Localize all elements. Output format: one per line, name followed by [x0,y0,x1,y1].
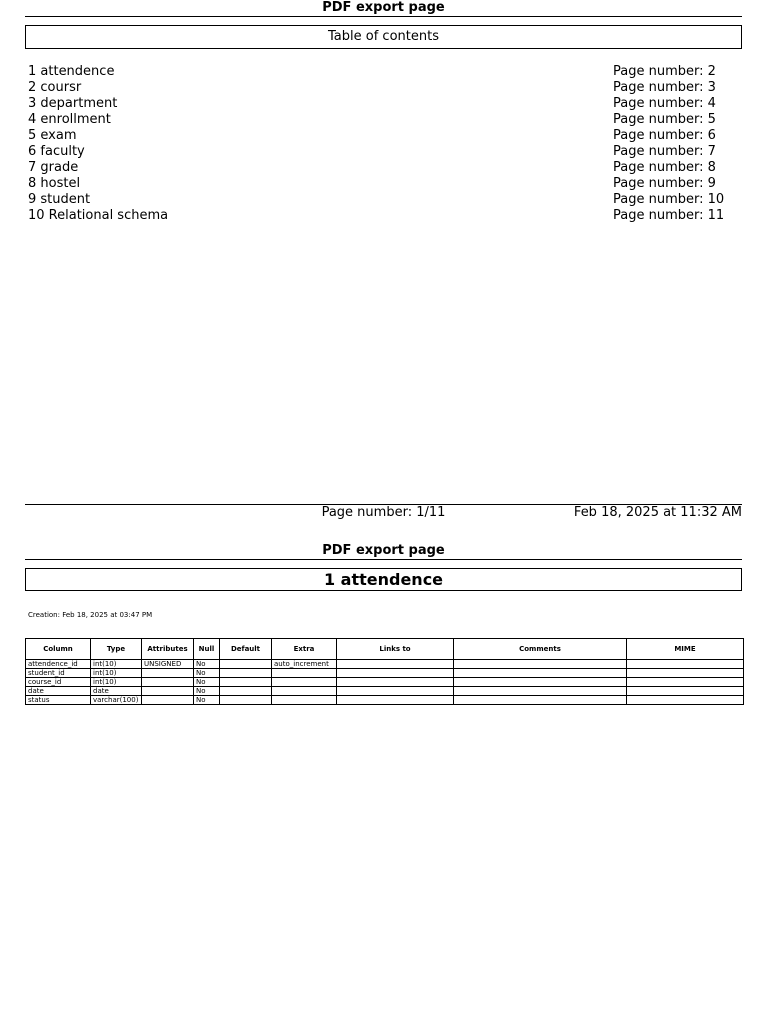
table-cell [272,696,337,705]
table-cell [627,687,744,696]
table-cell [337,696,454,705]
column-header: Extra [272,639,337,660]
toc-entry[interactable] [28,208,742,224]
toc-entry-label: 8 hostel [28,176,81,191]
table-cell [220,696,272,705]
table-cell [627,696,744,705]
toc-entry-label: 4 enrollment [28,112,111,127]
table-cell: course_id [26,678,91,687]
section-title: 1 attendence [25,568,742,591]
table-cell: UNSIGNED [142,660,194,669]
table-cell [272,669,337,678]
table-cell: auto_increment [272,660,337,669]
toc-entry-page: Page number: 8 [613,160,716,175]
table-cell: int(10) [91,678,142,687]
table-cell [142,669,194,678]
toc-entry-page: Page number: 6 [613,128,716,143]
table-cell [272,687,337,696]
toc-entry[interactable] [28,144,742,160]
table-cell [627,678,744,687]
page2-header: PDF export page [322,543,445,558]
column-header: Type [91,639,142,660]
toc-entry-label: 7 grade [28,160,79,175]
table-cell [337,687,454,696]
toc-entry-page: Page number: 11 [613,208,725,223]
table-cell [337,660,454,669]
table-cell [627,669,744,678]
table-cell: No [194,660,220,669]
footer-date: Feb 18, 2025 at 11:32 AM [573,505,742,520]
toc-entry[interactable] [28,112,742,128]
toc-entry-page: Page number: 5 [613,112,716,127]
toc-entry-label: 10 Relational schema [28,208,169,223]
toc-entry-label: 9 student [28,192,91,207]
table-row [26,678,744,687]
table-cell: date [26,687,91,696]
table-row [26,687,744,696]
toc-entry[interactable] [28,192,742,208]
table-cell [220,687,272,696]
toc-entry-page: Page number: 2 [613,64,716,79]
table-cell: int(10) [91,669,142,678]
column-header: Links to [337,639,454,660]
column-header: Attributes [142,639,194,660]
table-cell [337,669,454,678]
table-row [26,669,744,678]
toc-entry[interactable] [28,96,742,112]
toc-entry-page: Page number: 7 [613,144,716,159]
column-header: Comments [454,639,627,660]
column-header: Null [194,639,220,660]
toc-entry-label: 2 coursr [28,80,82,95]
toc-entry-label: 3 department [28,96,118,111]
toc-entry-label: 6 faculty [28,144,85,159]
toc-entry-page: Page number: 3 [613,80,716,95]
toc-entry[interactable] [28,64,742,80]
toc-entry-label: 1 attendence [28,64,115,79]
creation-date: Creation: Feb 18, 2025 at 03:47 PM [28,611,153,619]
table-cell: No [194,687,220,696]
table-cell [220,669,272,678]
table-cell [454,669,627,678]
table-cell [272,678,337,687]
table-cell [627,660,744,669]
columns-table [25,638,744,705]
table-cell: No [194,678,220,687]
table-cell: varchar(100) [91,696,142,705]
toc-entry[interactable] [28,128,742,144]
table-cell [142,678,194,687]
toc-entry-label: 5 exam [28,128,77,143]
table-cell [454,696,627,705]
toc-entry[interactable] [28,160,742,176]
column-header: Default [220,639,272,660]
toc-entry-page: Page number: 4 [613,96,716,111]
table-cell [220,660,272,669]
table-row [26,660,744,669]
table-cell [142,687,194,696]
table-cell [220,678,272,687]
table-header-row [26,639,744,660]
table-cell [454,678,627,687]
toc-entry[interactable] [28,176,742,192]
toc-title: Table of contents [25,25,742,49]
page1-header-rule [25,16,742,17]
table-cell [142,696,194,705]
table-cell: student_id [26,669,91,678]
table-cell: date [91,687,142,696]
column-header: MIME [627,639,744,660]
table-cell [454,687,627,696]
table-cell: attendence_id [26,660,91,669]
page2-header-rule [25,559,742,560]
table-cell [337,678,454,687]
table-cell: No [194,669,220,678]
toc-entry-page: Page number: 9 [613,176,716,191]
table-cell: int(10) [91,660,142,669]
table-row [26,696,744,705]
table-cell: No [194,696,220,705]
column-header: Column [26,639,91,660]
table-cell [454,660,627,669]
table-cell: status [26,696,91,705]
toc-entry[interactable] [28,80,742,96]
table-of-contents [28,64,742,224]
toc-entry-page: Page number: 10 [613,192,725,207]
page1-header: PDF export page [322,0,445,15]
footer-page-number: Page number: 1/11 [321,505,446,520]
